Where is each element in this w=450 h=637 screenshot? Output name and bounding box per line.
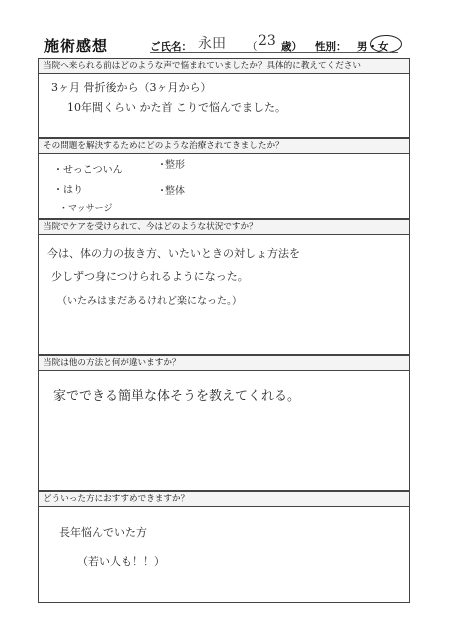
age-unit: 歳） <box>281 41 302 53</box>
section-before-visit <box>38 58 410 138</box>
name-value: 永田 <box>198 36 226 52</box>
form-title: 施術感想 <box>44 37 109 55</box>
answer-item: ・ <box>157 186 167 197</box>
answer-line: 家でできる簡単な体そうを教えてくれる。 <box>53 389 301 404</box>
answer-line: （いたみはまだあるけれど楽になった。） <box>57 296 242 307</box>
section-treatments-tried <box>38 138 410 219</box>
name-label: ご氏名： <box>150 41 192 53</box>
section-question: その問題を解決するためにどのような治療されてきましたか？ <box>39 139 409 154</box>
answer-line: 3ヶ月 骨折後から（3ヶ月から） <box>51 81 212 94</box>
section-recommendation <box>38 491 410 603</box>
section-question: 当院へ来られる前はどのような声で悩まれていましたか？具体的に教えてください <box>39 59 409 74</box>
answer-line: 長年悩んでいた方 <box>59 526 147 539</box>
answer-line: 少しずつ身につけられるようになった。 <box>51 270 249 283</box>
header-underline <box>150 52 398 53</box>
answer-line: 10年間くらい かた首 こりで悩んでました。 <box>67 101 286 114</box>
section-question: どういった方におすすめできますか？ <box>39 492 409 507</box>
answer-line: 今は、体の力の抜き方、いたいときの対しょ方法を <box>47 247 300 260</box>
answer-item: 整形 <box>165 160 185 171</box>
answer-item: ・マッサージ <box>59 204 113 214</box>
section-question: 当院でケアを受けられて、今はどのような状況ですか？ <box>39 220 409 235</box>
section-difference <box>38 355 410 491</box>
answer-item: ・ <box>157 160 167 171</box>
answer-item: 整体 <box>165 186 185 197</box>
section-question: 当院は他の方法と何が違いますか？ <box>39 356 409 371</box>
gender-label: 性別： <box>315 41 347 53</box>
answer-item: ・はり <box>53 185 83 196</box>
age-value: 23 <box>258 33 276 49</box>
answer-item: ・せっこついん <box>53 165 123 176</box>
age-open: （ <box>247 41 258 53</box>
answer-line: （若い人も！！） <box>77 555 165 568</box>
section-current-status <box>38 219 410 355</box>
gender-options: 男・女 <box>357 41 389 53</box>
gender-circle <box>370 35 402 53</box>
